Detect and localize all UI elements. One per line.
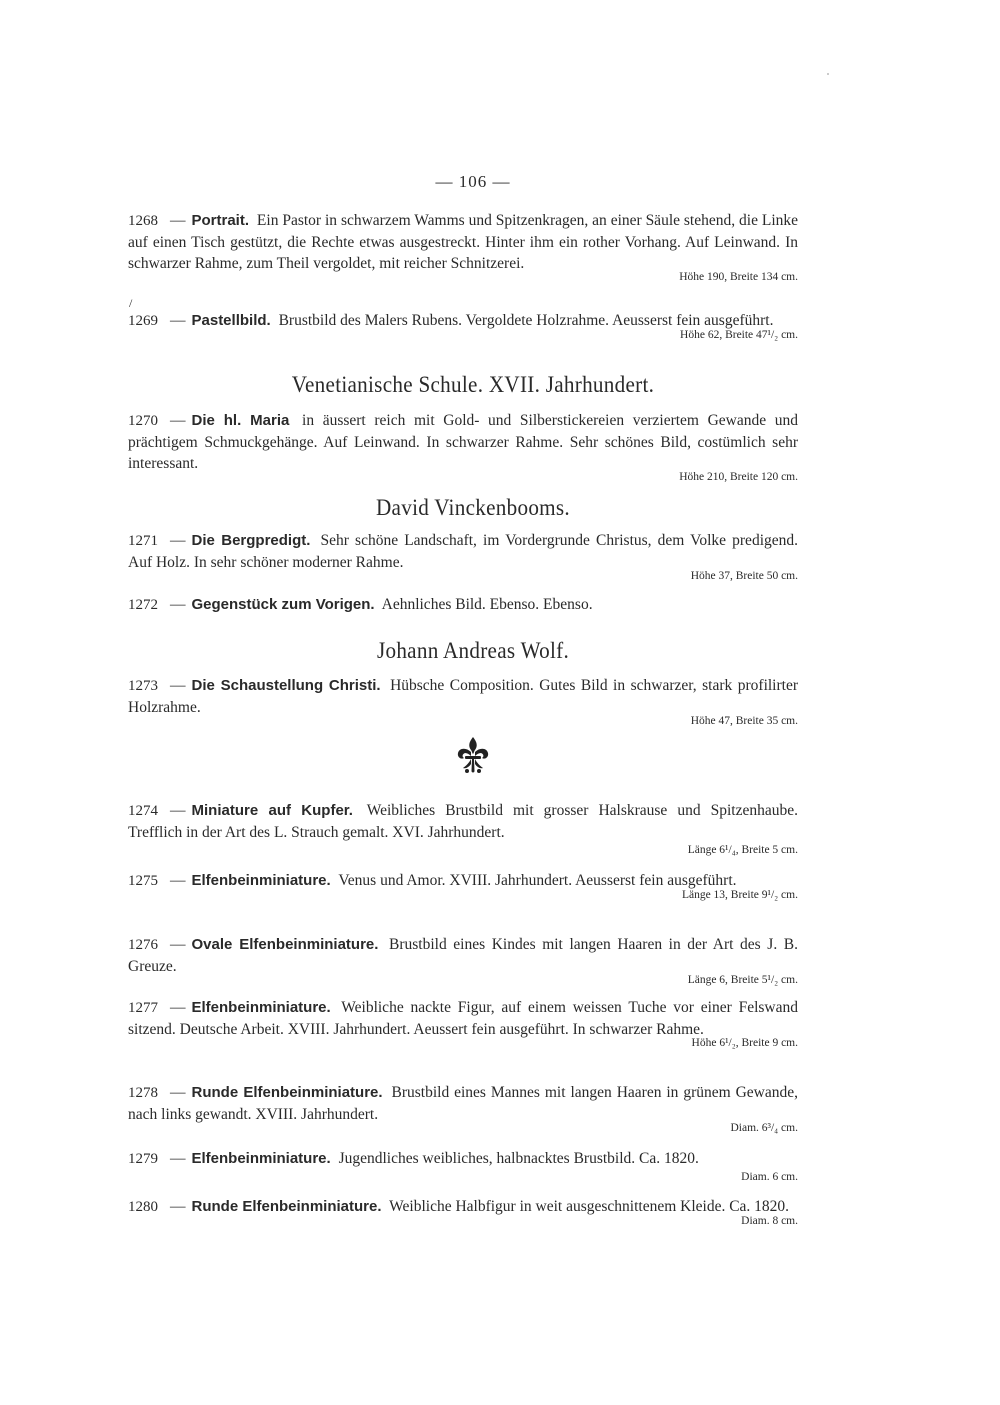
entry-dimensions: Länge 6¹/₄, Breite 5 cm. [687, 844, 798, 856]
entry-title: Pastellbild. [191, 312, 271, 329]
lot-number: 1279 [128, 1151, 158, 1167]
lot-number: 1270 [128, 413, 158, 429]
entry-dimensions: Diam. 6³/₄ cm. [730, 1122, 798, 1134]
lot-number: 1278 [128, 1085, 158, 1101]
entry-text: 1279 — Elfenbeinminiature. Jugendliches weibliches, halbnacktes Brustbild. Ca. 1820. [128, 1148, 798, 1170]
entry-description: Weibliche nackte Figur, auf einem weissen Tuche vor einer Felswand sitzend. Deutsche Arbeit. XVIII. Jahrhundert. Aeussert fein ausgeführt. In schwarzer Rahme. [128, 999, 798, 1038]
lot-number: 1275 [128, 873, 158, 889]
entry-title: Runde Elfenbeinminiature. [191, 1084, 383, 1101]
entry-dimensions: Höhe 190, Breite 134 cm. [679, 271, 798, 283]
catalog-entry-1272 [128, 594, 798, 616]
lot-number: 1272 [128, 597, 158, 613]
catalog-entry-1280 [128, 1196, 798, 1228]
catalog-entry-1271 [128, 530, 798, 583]
margin-mark: / [129, 296, 133, 310]
entry-title: Gegenstück zum Vorigen. [191, 596, 375, 613]
entry-dimensions: Höhe 6¹/₂, Breite 9 cm. [691, 1037, 798, 1049]
entry-text: 1268 — Portrait. Ein Pastor in schwarzem Wamms und Spitzenkragen, an einer Säule stehend, die Linke auf einen Tisch gestützt, die Rechte etwas ausgestreckt. Hinter ihm ein rother Vorhang. Auf Leinwand. In schwarzer Rahme, zum Theil vergoldet, mit reicher Schnitzerei. [128, 212, 799, 272]
entry-text: 1280 — Runde Elfenbeinminiature. Weibliche Halbfigur in weit ausgeschnittenem Kleide. Ca. 1820. [128, 1196, 798, 1218]
lot-number: 1268 [128, 213, 158, 229]
entry-description: in äussert reich mit Gold- und Silberstickereien verziertem Gewande und prächtigem Schmuckgehänge. Auf Leinwand. In schwarzer Rahme. Sehr schönes Bild, costümlich sehr interessant. [128, 412, 799, 472]
entry-text: 1277 — Elfenbeinminiature. Weibliche nackte Figur, auf einem weissen Tuche vor einer Felswand sitzend. Deutsche Arbeit. XVIII. Jahrhundert. Aeussert fein ausgeführt. In schwarzer Rahme. [128, 999, 798, 1038]
entry-title: Elfenbeinminiature. [191, 1150, 331, 1167]
lot-number: 1269 [128, 313, 158, 329]
entry-description: Brustbild des Malers Rubens. Vergoldete Holzrahme. Aeusserst fein ausgeführt. [278, 312, 774, 329]
fleur-de-lis-ornament-icon [455, 735, 491, 775]
catalog-entry-1274 [128, 800, 798, 857]
entry-description: Ein Pastor in schwarzem Wamms und Spitzenkragen, an einer Säule stehend, die Linke auf einen Tisch gestützt, die Rechte etwas ausgestreckt. Hinter ihm ein rother Vorhang. Auf Leinwand. In schwarzer Rahme, zum Theil vergoldet, mit reicher Schnitzerei. [128, 212, 799, 272]
entry-title: Die hl. Maria [191, 412, 290, 429]
catalog-entry-1268 [128, 210, 798, 284]
entry-text: 1271 — Die Bergpredigt. Sehr schöne Landschaft, im Vordergrunde Christus, dem Volke predigend. Auf Holz. In sehr schöner moderner Rahme. [128, 532, 799, 571]
entry-text: 1278 — Runde Elfenbeinminiature. Brustbild eines Mannes mit langen Haaren in grünem Gewande, nach links gewandt. XVIII. Jahrhundert. [128, 1084, 799, 1123]
lot-number: 1273 [128, 678, 158, 694]
entry-description: Venus und Amor. XVIII. Jahrhundert. Aeusserst fein ausgeführt. [338, 872, 737, 889]
lot-number: 1277 [128, 1000, 158, 1016]
lot-number: 1274 [128, 803, 158, 819]
entry-title: Miniature auf Kupfer. [191, 802, 353, 819]
entry-description: Aehnliches Bild. Ebenso. Ebenso. [381, 596, 593, 613]
entry-title: Elfenbeinminiature. [191, 999, 331, 1016]
entry-dimensions: Diam. 8 cm. [741, 1215, 798, 1227]
entry-description: Weibliche Halbfigur in weit ausgeschnittenem Kleide. Ca. 1820. [389, 1198, 790, 1215]
entry-dimensions: Höhe 37, Breite 50 cm. [690, 570, 798, 582]
entry-text: 1272 — Gegenstück zum Vorigen. Aehnliches Bild. Ebenso. Ebenso. [128, 594, 798, 616]
entry-description: Weibliches Brustbild mit grosser Halskrause und Spitzenhaube. Trefflich in der Art des L. Strauch gemalt. XVI. Jahrhundert. [128, 802, 798, 841]
entry-dimensions: Diam. 6 cm. [741, 1171, 798, 1183]
speck [827, 73, 829, 75]
entry-title: Portrait. [191, 212, 250, 229]
lot-number: 1280 [128, 1199, 158, 1215]
catalog-entry-1275 [128, 870, 798, 902]
section-heading: Johann Andreas Wolf. [376, 638, 570, 663]
catalog-entry-1279 [128, 1148, 798, 1184]
catalog-entry-1269 [128, 310, 798, 342]
catalog-entry-1273 [128, 675, 798, 728]
entry-description: Jugendliches weibliches, halbnacktes Brustbild. Ca. 1820. [338, 1150, 699, 1167]
entry-dimensions: Länge 6, Breite 5¹/₂ cm. [687, 974, 798, 986]
lot-number: 1271 [128, 533, 158, 549]
entry-title: Die Bergpredigt. [191, 532, 311, 549]
entry-dimensions: Höhe 62, Breite 47¹/₂ cm. [680, 329, 798, 341]
page-number: — 106 — [435, 172, 511, 191]
section-heading: Venetianische Schule. XVII. Jahrhundert. [291, 372, 655, 397]
entry-title: Ovale Elfenbeinminiature. [191, 936, 379, 953]
entry-dimensions: Höhe 47, Breite 35 cm. [690, 715, 798, 727]
catalog-entry-1278 [128, 1082, 798, 1135]
entry-description: Brustbild eines Mannes mit langen Haaren in grünem Gewande, nach links gewandt. XVIII. Jahrhundert. [128, 1084, 799, 1123]
entry-title: Die Schaustellung Christi. [191, 677, 381, 694]
entry-text: 1270 — Die hl. Maria in äussert reich mit Gold- und Silberstickereien verziertem Gewande und prächtigem Schmuckgehänge. Auf Leinwand. In schwarzer Rahme. Sehr schönes Bild, costümlich sehr interessant. [128, 412, 799, 472]
entry-description: Hübsche Composition. Gutes Bild in schwarzer, stark profilirter Holzrahme. [128, 677, 798, 716]
entry-text: 1274 — Miniature auf Kupfer. Weibliches Brustbild mit grosser Halskrause und Spitzenhaube. Trefflich in der Art des L. Strauch gemalt. XVI. Jahrhundert. [128, 802, 798, 841]
entry-text: 1276 — Ovale Elfenbeinminiature. Brustbild eines Kindes mit langen Haaren in der Art des J. B. Greuze. [128, 936, 798, 975]
lot-number: 1276 [128, 937, 158, 953]
catalog-entry-1276 [128, 934, 798, 987]
catalog-entry-1270 [128, 410, 798, 484]
entry-text: 1273 — Die Schaustellung Christi. Hübsche Composition. Gutes Bild in schwarzer, stark profilirter Holzrahme. [128, 677, 798, 716]
section-heading: David Vinckenbooms. [375, 495, 571, 520]
entry-text: 1269 — Pastellbild. Brustbild des Malers Rubens. Vergoldete Holzrahme. Aeusserst fein ausgeführt. [128, 310, 798, 332]
catalog-entry-1277 [128, 997, 798, 1050]
entry-dimensions: Höhe 210, Breite 120 cm. [679, 471, 798, 483]
entry-description: Brustbild eines Kindes mit langen Haaren in der Art des J. B. Greuze. [128, 936, 798, 975]
entry-text: 1275 — Elfenbeinminiature. Venus und Amor. XVIII. Jahrhundert. Aeusserst fein ausgeführt. [128, 870, 798, 892]
entry-description: Sehr schöne Landschaft, im Vordergrunde Christus, dem Volke predigend. Auf Holz. In sehr schöner moderner Rahme. [128, 532, 799, 571]
entry-dimensions: Länge 13, Breite 9¹/₂ cm. [681, 889, 798, 901]
entry-title: Runde Elfenbeinminiature. [191, 1198, 382, 1215]
entry-title: Elfenbeinminiature. [191, 872, 331, 889]
